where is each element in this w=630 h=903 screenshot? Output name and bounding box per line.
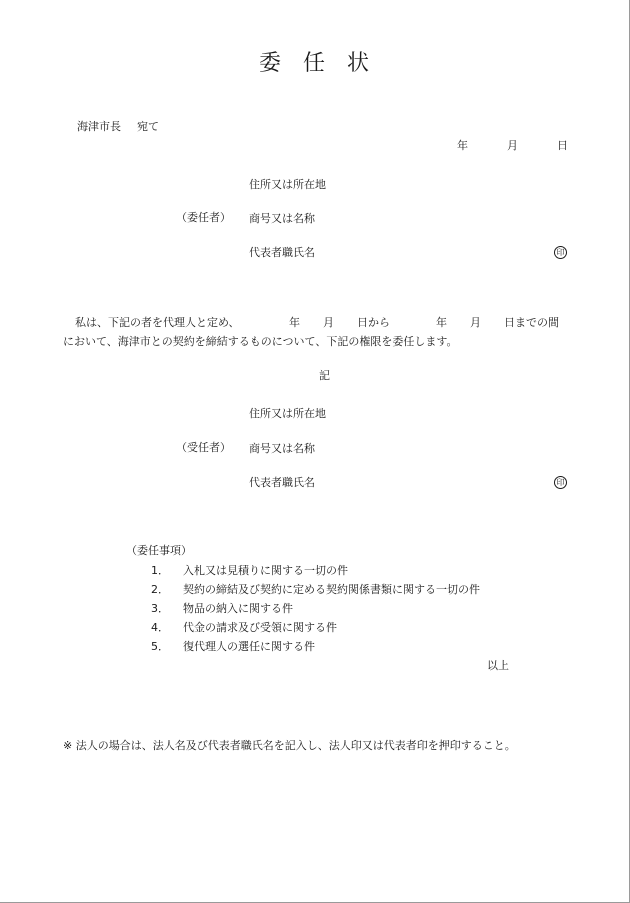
matter-item-5-text: 復代理人の選任に関する件	[183, 640, 315, 653]
footnote: ※ 法人の場合は、法人名及び代表者職氏名を記入し、法人印又は代表者印を押印すること。	[63, 739, 516, 752]
title-char-3: 状	[347, 51, 370, 76]
title-char-2: 任	[303, 51, 326, 76]
delegator-company-label: 商号又は名称	[249, 212, 315, 225]
delegatee-label: （受任者）	[176, 441, 231, 454]
body-start-month: 月	[323, 316, 334, 329]
date-year: 年	[457, 139, 468, 152]
matter-item-1-num: 1．	[151, 564, 169, 577]
addressee-suffix: 宛て	[137, 120, 159, 133]
delegatee-address-label: 住所又は所在地	[249, 407, 326, 420]
matter-item-4-text: 代金の請求及び受領に関する件	[183, 621, 337, 634]
body-end-day: 日までの間	[504, 316, 559, 329]
seal-mark-icon: 印	[554, 476, 567, 489]
delegatee-company-label: 商号又は名称	[249, 442, 315, 455]
matter-item-2-text: 契約の締結及び契約に定める契約関係書類に関する一切の件	[183, 583, 480, 596]
body-line1-text: 私は、下記の者を代理人と定め、	[75, 316, 240, 329]
body-end-year: 年	[436, 316, 447, 329]
matter-item-1-text: 入札又は見積りに関する一切の件	[183, 564, 348, 577]
delegator-seal	[554, 246, 567, 259]
body-end-month: 月	[470, 316, 481, 329]
date-day: 日	[557, 139, 568, 152]
seal-mark-icon: 印	[554, 246, 567, 259]
matter-item-3-num: 3．	[151, 602, 169, 615]
delegatee-representative-label: 代表者職氏名	[249, 476, 315, 489]
addressee-name: 海津市長	[77, 120, 121, 133]
delegator-address-label: 住所又は所在地	[249, 178, 326, 191]
delegatee-seal	[554, 476, 567, 489]
title-char-1: 委	[259, 51, 282, 76]
matter-item-3-text: 物品の納入に関する件	[183, 602, 293, 615]
ki-heading: 記	[319, 369, 330, 382]
body-start-day: 日から	[357, 316, 390, 329]
delegator-representative-label: 代表者職氏名	[249, 246, 315, 259]
date-month: 月	[507, 139, 518, 152]
matter-item-5-num: 5．	[151, 640, 169, 653]
matter-item-4-num: 4．	[151, 621, 169, 634]
body-line2-text: において、海津市との契約を締結するものについて、下記の権限を委任します。	[63, 335, 458, 348]
delegator-label: （委任者）	[176, 211, 231, 224]
matter-item-2-num: 2．	[151, 583, 169, 596]
matters-heading: （委任事項）	[126, 544, 192, 557]
body-start-year: 年	[289, 316, 300, 329]
closing-text: 以上	[487, 659, 509, 672]
